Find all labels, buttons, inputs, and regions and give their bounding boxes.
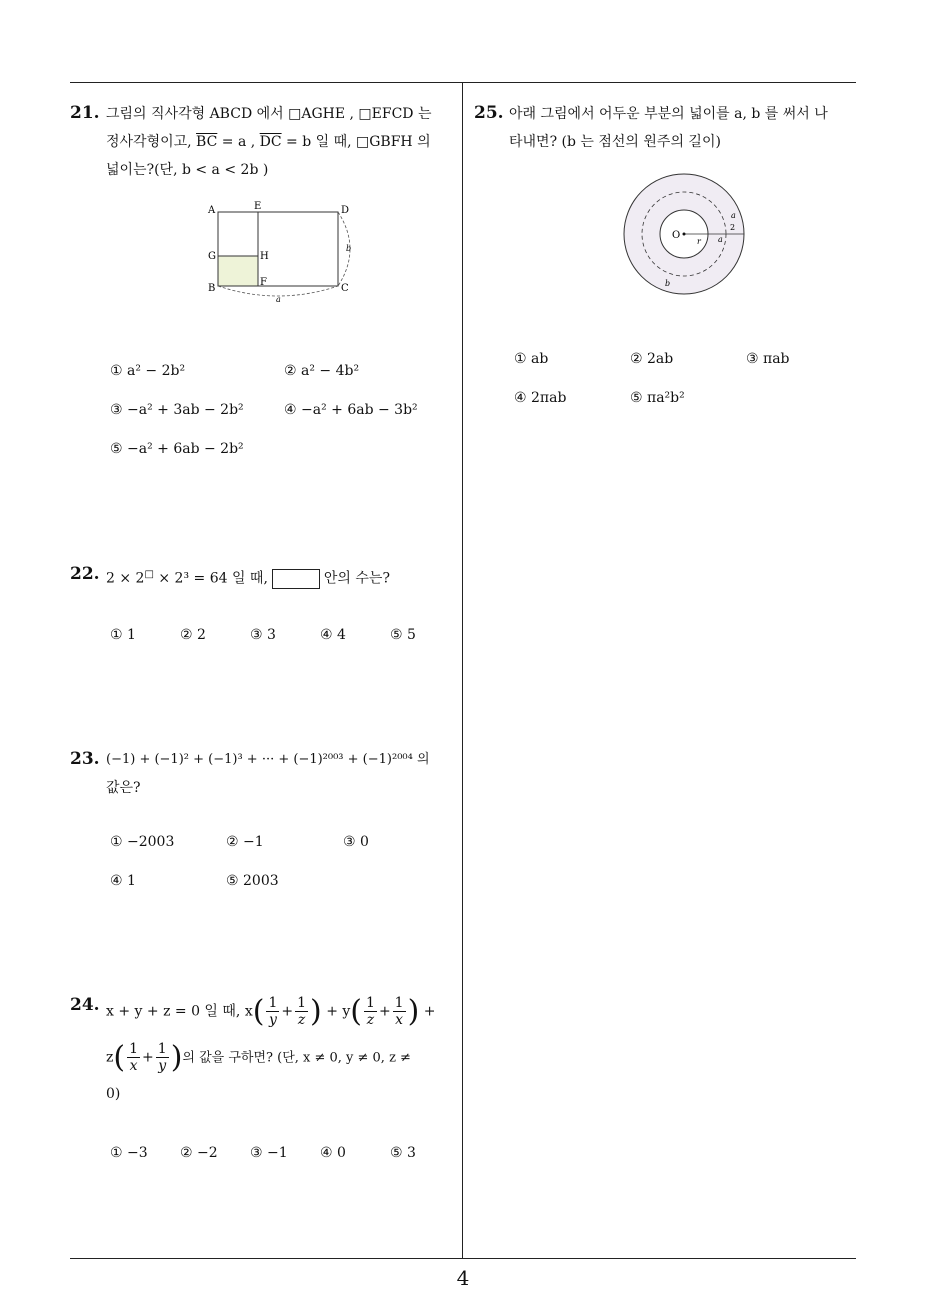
q22-choice-2[interactable]: ② 2 bbox=[180, 627, 206, 643]
q24-number: 24. bbox=[70, 995, 100, 1015]
q21-line1: 그림의 직사각형 ABCD 에서 □AGHE , □EFCD 는 bbox=[106, 106, 432, 122]
q25-choice-1[interactable]: ① ab bbox=[514, 351, 549, 367]
q25-annulus-figure bbox=[615, 168, 755, 302]
label-G: G bbox=[208, 251, 216, 262]
label-C: C bbox=[341, 283, 349, 294]
q24-line3: 0) bbox=[106, 1086, 121, 1102]
q24-line1: x + y + z = 0 일 때, x( $\frac{1}{y}$ + $\frac{1}{z}$ ) + y( $\frac{1}{z}$ + $\frac{1}{x}$ ) + bbox=[106, 994, 436, 1029]
label-F: F bbox=[260, 277, 267, 288]
q25-stem bbox=[509, 100, 859, 156]
q23-choice-4[interactable]: ④ 1 bbox=[110, 873, 136, 889]
q22-choice-1[interactable]: ① 1 bbox=[110, 627, 136, 643]
page-number: 4 bbox=[456, 1266, 470, 1290]
q23-line2: 값은? bbox=[106, 780, 141, 796]
q23-line1: (−1) + (−1)² + (−1)³ + ··· + (−1)²⁰⁰³ + (−1)²⁰⁰⁴ 의 bbox=[106, 752, 430, 767]
q22-stem: 2 × 2□ × 2³ = 64 일 때, 안의 수는? bbox=[106, 569, 390, 587]
q23-choice-5[interactable]: ⑤ 2003 bbox=[226, 873, 279, 889]
q24-choice-4[interactable]: ④ 0 bbox=[320, 1145, 346, 1161]
q23-choice-2[interactable]: ② −1 bbox=[226, 834, 264, 850]
q22-choice-5[interactable]: ⑤ 5 bbox=[390, 627, 416, 643]
q21-choice-1[interactable]: ① a² − 2b² bbox=[110, 363, 186, 379]
label-H: H bbox=[260, 251, 269, 262]
q21-choice-2[interactable]: ② a² − 4b² bbox=[284, 363, 360, 379]
q22-choice-4[interactable]: ④ 4 bbox=[320, 627, 346, 643]
q21-line3: 넓이는?(단, b < a < 2b ) bbox=[106, 162, 269, 178]
q24-choice-3[interactable]: ③ −1 bbox=[250, 1145, 288, 1161]
label-E: E bbox=[254, 201, 262, 212]
q24-choice-5[interactable]: ⑤ 3 bbox=[390, 1145, 416, 1161]
blank-box bbox=[272, 569, 320, 589]
q25-choice-3[interactable]: ③ πab bbox=[746, 351, 790, 367]
label-2: 2 bbox=[730, 223, 736, 232]
q24-choice-1[interactable]: ① −3 bbox=[110, 1145, 148, 1161]
q25-choice-4[interactable]: ④ 2πab bbox=[514, 390, 567, 406]
q24-line2: z( $\frac{1}{x}$ + $\frac{1}{y}$ )의 값을 구하면? (단, x ≠ 0, y ≠ 0, z ≠ bbox=[106, 1040, 411, 1075]
q21-choice-3[interactable]: ③ −a² + 3ab − 2b² bbox=[110, 402, 244, 418]
label-O: O bbox=[672, 230, 681, 241]
q21-rectangle-figure bbox=[200, 198, 370, 310]
label-D: D bbox=[341, 205, 350, 216]
q23-choice-1[interactable]: ① −2003 bbox=[110, 834, 175, 850]
q25-choice-2[interactable]: ② 2ab bbox=[630, 351, 674, 367]
shaded-square-gbfh bbox=[218, 256, 258, 286]
q24-choice-2[interactable]: ② −2 bbox=[180, 1145, 218, 1161]
label-a-top: a bbox=[731, 211, 736, 220]
q22-number: 22. bbox=[70, 564, 100, 584]
column-divider bbox=[462, 82, 463, 1258]
label-B: B bbox=[208, 283, 216, 294]
label-a-mid: a bbox=[718, 235, 723, 244]
q21-stem bbox=[106, 100, 456, 184]
label-b: b bbox=[346, 244, 352, 253]
label-A: A bbox=[208, 205, 216, 216]
q25-line1: 아래 그림에서 어두운 부분의 넓이를 a, b 를 써서 나 bbox=[509, 106, 828, 122]
q25-number: 25. bbox=[474, 103, 504, 123]
top-rule bbox=[70, 82, 856, 83]
label-r: r bbox=[697, 237, 701, 246]
q21-line2: 정사각형이고, $\overline{BC} = a$ , $\overline{DC} = b$ 일 때, □GBFH 의 bbox=[106, 134, 431, 150]
q25-choice-5[interactable]: ⑤ πa²b² bbox=[630, 390, 685, 406]
q23-number: 23. bbox=[70, 749, 100, 769]
q21-choice-4[interactable]: ④ −a² + 6ab − 3b² bbox=[284, 402, 418, 418]
q21-choice-5[interactable]: ⑤ −a² + 6ab − 2b² bbox=[110, 441, 244, 457]
center-point bbox=[683, 233, 686, 236]
q23-choice-3[interactable]: ③ 0 bbox=[343, 834, 369, 850]
q22-choice-3[interactable]: ③ 3 bbox=[250, 627, 276, 643]
label-b: b bbox=[665, 279, 671, 288]
label-a: a bbox=[276, 295, 281, 304]
q25-line2: 타내면? (b 는 점선의 원주의 길이) bbox=[509, 134, 721, 150]
bottom-rule bbox=[70, 1258, 856, 1259]
q23-stem bbox=[106, 746, 458, 802]
q21-number: 21. bbox=[70, 103, 100, 123]
